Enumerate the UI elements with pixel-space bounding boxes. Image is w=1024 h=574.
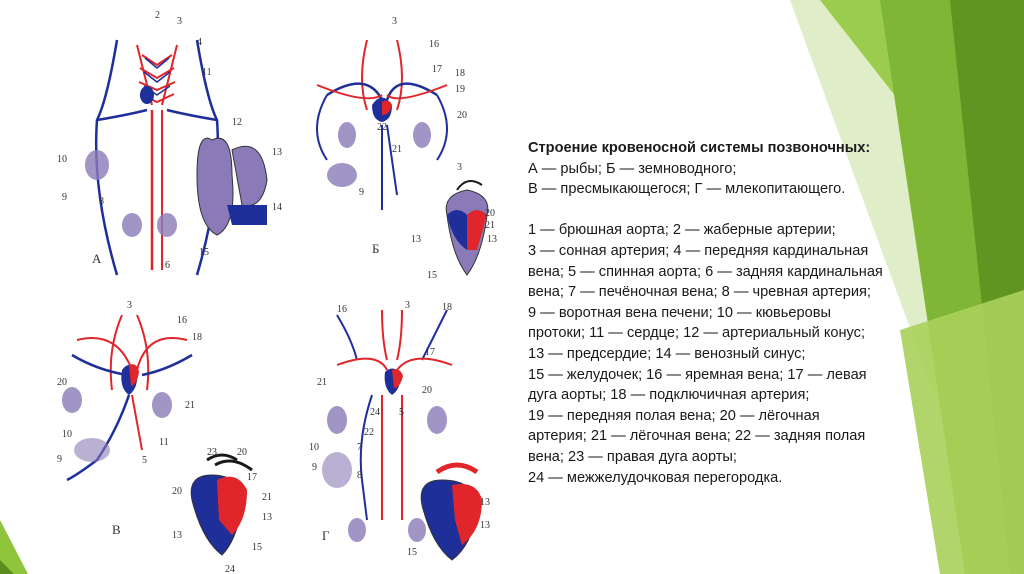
svg-text:20: 20	[172, 486, 182, 497]
legend-line: артерия; 21 — лёгочная вена; 22 — задняя полая	[528, 428, 866, 445]
circulatory-diagram	[37, 10, 502, 572]
svg-text:8: 8	[99, 196, 104, 207]
legend-line: 15 — желудочек; 16 — яремная вена; 17 — левая	[528, 366, 867, 383]
svg-text:16: 16	[429, 39, 439, 50]
svg-text:15: 15	[427, 270, 437, 281]
svg-text:13: 13	[480, 520, 490, 531]
legend-line: протоки; 11 — сердце; 12 — артериальный конус;	[528, 325, 866, 342]
svg-text:3: 3	[177, 16, 182, 27]
svg-text:20: 20	[422, 385, 432, 396]
svg-text:19: 19	[455, 84, 465, 95]
svg-text:18: 18	[455, 68, 465, 79]
svg-text:3: 3	[457, 162, 462, 173]
caption-title: Строение кровеносной системы позвоночных:	[528, 140, 871, 156]
svg-text:21: 21	[262, 492, 272, 503]
svg-text:6: 6	[165, 260, 170, 271]
svg-text:11: 11	[159, 437, 169, 448]
svg-text:3: 3	[392, 16, 397, 27]
svg-text:13: 13	[487, 234, 497, 245]
svg-text:24: 24	[370, 407, 380, 418]
svg-text:10: 10	[309, 442, 319, 453]
svg-text:13: 13	[272, 147, 282, 158]
legend-line: 13 — предсердие; 14 — венозный синус;	[528, 345, 806, 362]
svg-text:Г: Г	[322, 528, 330, 543]
legend-line: вена; 5 — спинная аорта; 6 — задняя кардинальная	[528, 263, 883, 280]
svg-text:А: А	[92, 251, 102, 266]
svg-text:Б: Б	[372, 241, 380, 256]
svg-text:22: 22	[377, 122, 387, 133]
legend-line: 19 — передняя полая вена; 20 — лёгочная	[528, 407, 820, 424]
svg-text:10: 10	[62, 429, 72, 440]
svg-text:17: 17	[247, 472, 257, 483]
panel-v	[57, 300, 272, 572]
panel-a	[57, 10, 282, 275]
svg-text:21: 21	[317, 377, 327, 388]
caption-intro-line: А — рыбы; Б — земноводного;	[528, 160, 737, 177]
svg-text:12: 12	[232, 117, 242, 128]
svg-text:13: 13	[262, 512, 272, 523]
svg-text:20: 20	[57, 377, 67, 388]
svg-text:15: 15	[407, 547, 417, 558]
svg-text:9: 9	[359, 187, 364, 198]
svg-text:5: 5	[142, 455, 147, 466]
svg-text:18: 18	[442, 302, 452, 313]
svg-text:22: 22	[364, 427, 374, 438]
svg-text:3: 3	[127, 300, 132, 311]
legend-line: 3 — сонная артерия; 4 — передняя кардинальная	[528, 242, 869, 259]
svg-text:13: 13	[480, 497, 490, 508]
svg-text:17: 17	[425, 347, 435, 358]
svg-text:10: 10	[57, 154, 67, 165]
svg-text:21: 21	[185, 400, 195, 411]
legend-line: вена; 7 — печёночная вена; 8 — чревная артерия;	[528, 284, 871, 301]
svg-text:2: 2	[155, 10, 160, 21]
svg-text:7: 7	[357, 442, 362, 453]
svg-text:4: 4	[197, 37, 202, 48]
svg-text:21: 21	[485, 220, 495, 231]
legend-line: 24 — межжелудочковая перегородка.	[528, 469, 783, 486]
legend-line: дуга аорты; 18 — подключичная артерия;	[528, 387, 810, 404]
svg-text:9: 9	[57, 454, 62, 465]
circulatory-figure	[37, 10, 502, 572]
legend-line: 9 — воротная вена печени; 10 — кювьеровы	[528, 304, 831, 321]
svg-text:16: 16	[337, 304, 347, 315]
svg-text:21: 21	[392, 144, 402, 155]
svg-text:20: 20	[237, 447, 247, 458]
svg-text:8: 8	[357, 470, 362, 481]
svg-text:16: 16	[177, 315, 187, 326]
svg-text:5: 5	[399, 407, 404, 418]
panel-g	[309, 300, 490, 560]
svg-text:13: 13	[172, 530, 182, 541]
svg-text:18: 18	[192, 332, 202, 343]
svg-text:23: 23	[207, 447, 217, 458]
panel-b	[317, 16, 497, 281]
legend-line: вена; 23 — правая дуга аорты;	[528, 448, 737, 465]
svg-text:24: 24	[225, 564, 235, 572]
svg-text:11: 11	[202, 67, 212, 78]
svg-text:13: 13	[411, 234, 421, 245]
svg-text:14: 14	[272, 202, 282, 213]
caption	[528, 138, 958, 488]
caption-spacer	[528, 200, 958, 221]
caption-intro-line: В — пресмыкающегося; Г — млекопитающего.	[528, 181, 846, 198]
svg-text:9: 9	[62, 192, 67, 203]
svg-text:20: 20	[457, 110, 467, 121]
svg-text:20: 20	[485, 208, 495, 219]
svg-text:В: В	[112, 522, 121, 537]
legend-line: 1 — брюшная аорта; 2 — жаберные артерии;	[528, 222, 836, 239]
svg-text:15: 15	[199, 247, 209, 258]
svg-text:9: 9	[312, 462, 317, 473]
svg-text:17: 17	[432, 64, 442, 75]
svg-text:3: 3	[405, 300, 410, 311]
svg-text:15: 15	[252, 542, 262, 553]
